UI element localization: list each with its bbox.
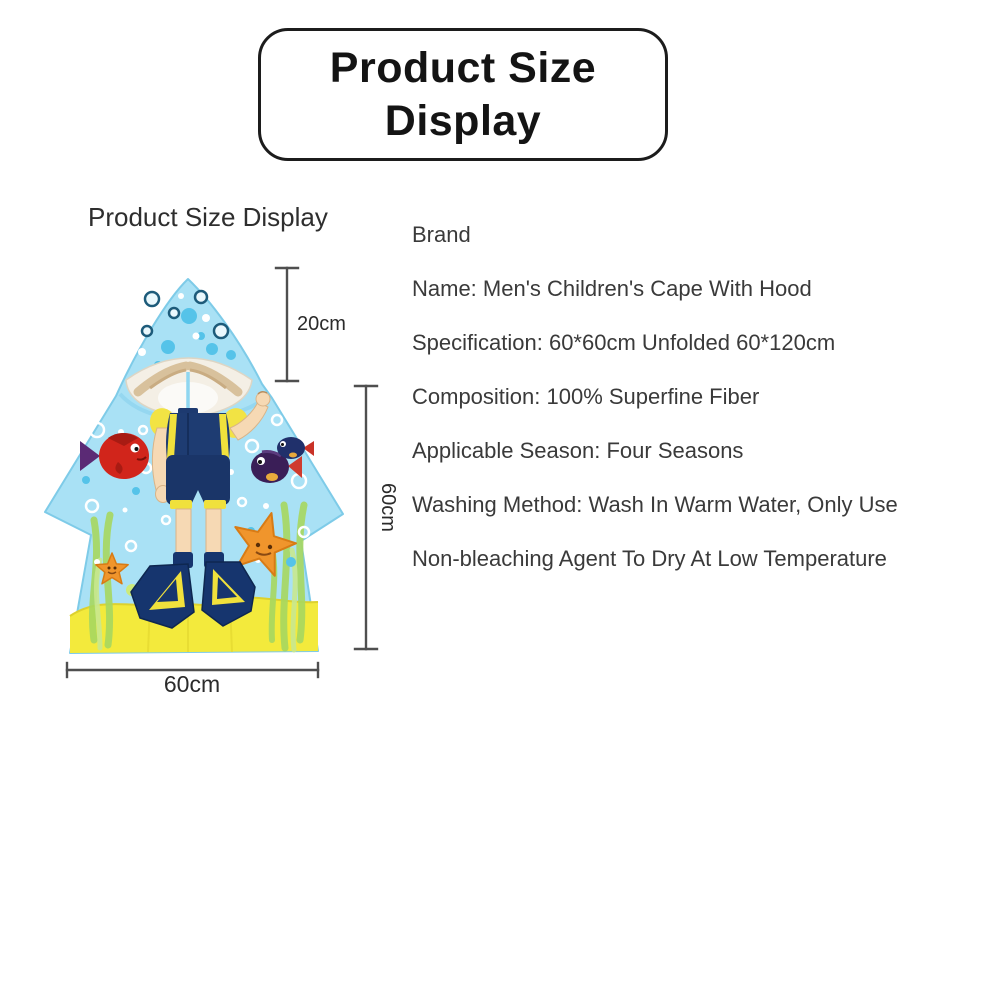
height-dimension-line (355, 386, 377, 649)
page-title-line1: Product Size (329, 44, 597, 93)
detail-washing-2: Non-bleaching Agent To Dry At Low Temperature (412, 546, 887, 571)
detail-washing-1: Washing Method: Wash In Warm Water, Only Use (412, 492, 898, 517)
product-details (412, 208, 972, 586)
hood-dimension-line (276, 268, 298, 381)
detail-name: Name: Men's Children's Cape With Hood (412, 276, 812, 301)
detail-brand: Brand (412, 222, 471, 247)
hood-measurement-label: 20cm (297, 313, 346, 335)
width-measurement-label: 60cm (163, 671, 221, 697)
page-title-line2: Display (384, 96, 542, 145)
detail-season: Applicable Season: Four Seasons (412, 438, 744, 463)
section-heading: Product Size Display (88, 202, 328, 232)
title-box (258, 28, 668, 161)
detail-specification: Specification: 60*60cm Unfolded 60*120cm (412, 330, 836, 355)
detail-composition: Composition: 100% Superfine Fiber (412, 384, 760, 409)
height-measurement-label: 60cm (377, 483, 399, 532)
